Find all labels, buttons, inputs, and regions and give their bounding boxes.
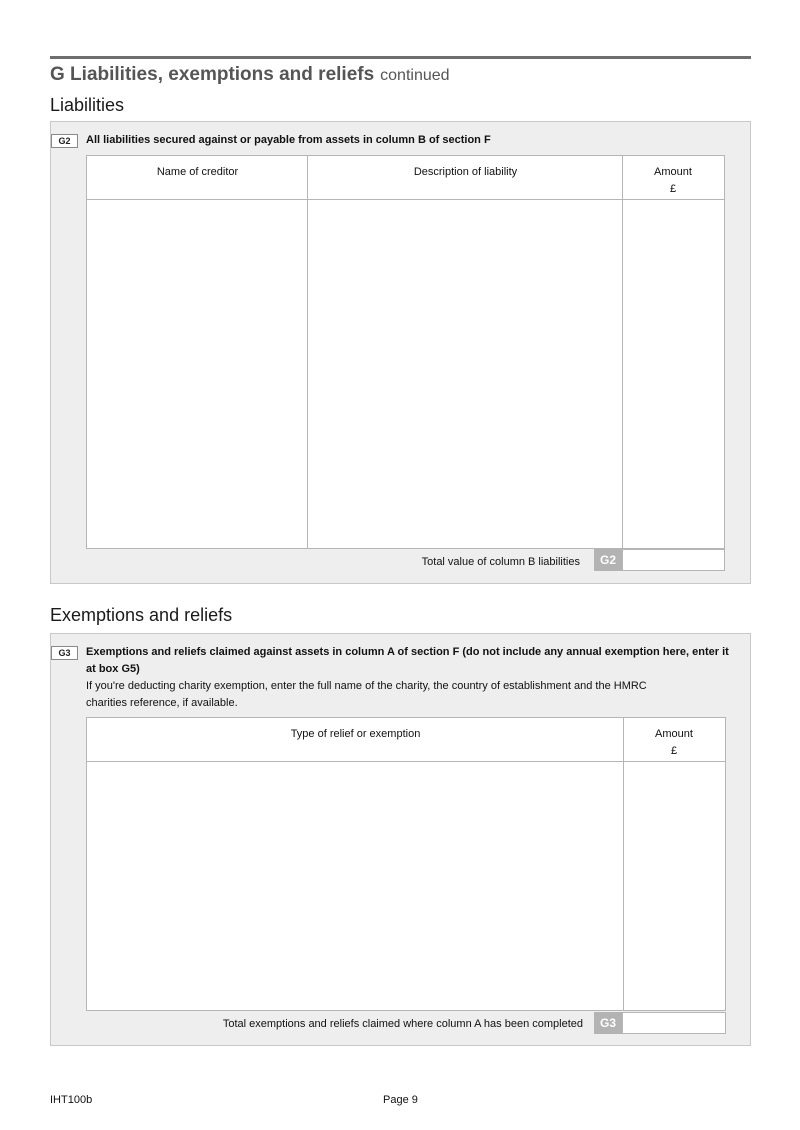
liability-amount-header bbox=[623, 164, 723, 198]
liability-description-column[interactable] bbox=[308, 156, 623, 548]
form-code: IHT100b bbox=[50, 1094, 93, 1106]
section-title-text: G Liabilities, exemptions and reliefs bbox=[50, 64, 375, 85]
liabilities-panel bbox=[50, 121, 751, 584]
liabilities-heading: Liabilities bbox=[50, 95, 125, 115]
relief-type-header: Type of relief or exemption bbox=[290, 728, 421, 740]
relief-amount-header bbox=[624, 726, 724, 760]
exemptions-panel bbox=[50, 633, 751, 1046]
charity-instruction: If you're deducting charity exemption, enter the full name of the charity, the country of establishment and the HMRC charities reference, if available. bbox=[86, 680, 647, 709]
liabilities-question: All liabilities secured against or payable from assets in column B of section F bbox=[86, 134, 491, 146]
exemptions-total-label: Total exemptions and reliefs claimed where column A has been completed bbox=[222, 1018, 583, 1030]
section-title bbox=[50, 64, 450, 86]
page-number: Page 9 bbox=[383, 1094, 418, 1106]
liability-description-header: Description of liability bbox=[413, 166, 518, 178]
exemptions-heading: Exemptions and reliefs bbox=[50, 605, 233, 625]
liabilities-table bbox=[86, 155, 725, 549]
liabilities-total-label: Total value of column B liabilities bbox=[421, 556, 580, 568]
currency-symbol: £ bbox=[670, 745, 678, 757]
amount-label: Amount bbox=[654, 166, 692, 178]
creditor-name-header: Name of creditor bbox=[156, 166, 239, 178]
currency-symbol: £ bbox=[669, 183, 677, 195]
box-label-g2: G2 bbox=[51, 134, 78, 148]
relief-amount-column[interactable] bbox=[624, 718, 727, 1010]
top-rule bbox=[50, 56, 751, 59]
creditor-name-column[interactable] bbox=[87, 156, 308, 548]
liability-amount-column[interactable] bbox=[623, 156, 726, 548]
exemptions-total-field[interactable] bbox=[622, 1012, 726, 1034]
continued-label: continued bbox=[380, 67, 450, 84]
total-box-tag-g2: G2 bbox=[594, 549, 622, 571]
exemptions-question: Exemptions and reliefs claimed against assets in column A of section F (do not include any annual exemption here, enter it at box G5) bbox=[86, 646, 729, 675]
exemptions-table bbox=[86, 717, 726, 1011]
total-box-tag-g3: G3 bbox=[594, 1012, 622, 1034]
box-label-g3: G3 bbox=[51, 646, 78, 660]
relief-type-column[interactable] bbox=[87, 718, 624, 1010]
amount-label: Amount bbox=[655, 728, 693, 740]
liabilities-total-field[interactable] bbox=[622, 549, 725, 571]
